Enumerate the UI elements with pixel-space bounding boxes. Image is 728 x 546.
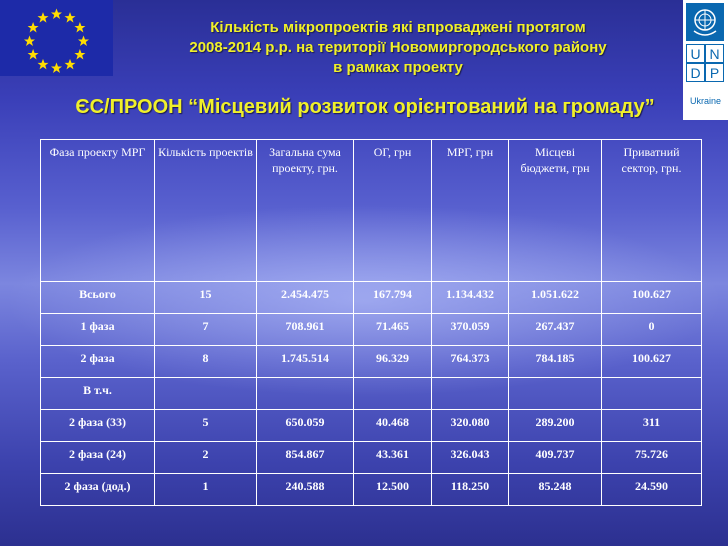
column-header: МРГ, грн [432, 140, 509, 282]
undp-letter: N [705, 44, 724, 63]
undp-letter: U [686, 44, 705, 63]
star [38, 59, 49, 70]
table-cell: Всього [41, 282, 155, 314]
table-cell: В т.ч. [41, 378, 155, 410]
column-header: Місцеві бюджети, грн [509, 140, 602, 282]
table-cell [257, 378, 354, 410]
eu-stars [0, 0, 113, 76]
table-cell: 409.737 [509, 442, 602, 474]
table-row [41, 442, 702, 474]
projects-table [40, 139, 702, 506]
table-cell: 8 [155, 346, 257, 378]
title-line: 2008-2014 р.р. на території Новомиргородського району [189, 39, 607, 56]
table-row [41, 282, 702, 314]
table-cell: 784.185 [509, 346, 602, 378]
column-header: Приватний сектор, грн. [602, 140, 702, 282]
table-cell: 1.051.622 [509, 282, 602, 314]
title-line: в рамках проекту [333, 59, 463, 76]
table-cell: 75.726 [602, 442, 702, 474]
star [28, 49, 39, 60]
undp-country: Ukraine [689, 96, 721, 106]
table-cell: 1 фаза [41, 314, 155, 346]
column-header: Кількість проектів [155, 140, 257, 282]
table-cell [155, 378, 257, 410]
table-cell [432, 378, 509, 410]
title-line: Кількість мікропроектів які впроваджені протягом [210, 19, 586, 36]
table-cell: 0 [602, 314, 702, 346]
table-cell: 1.745.514 [257, 346, 354, 378]
table-cell: 311 [602, 410, 702, 442]
table-row [41, 378, 702, 410]
table-cell [354, 378, 432, 410]
page-title [113, 18, 683, 78]
table-cell: 764.373 [432, 346, 509, 378]
table-cell: 289.200 [509, 410, 602, 442]
table-cell: 1 [155, 474, 257, 506]
table-cell: 2 фаза (дод.) [41, 474, 155, 506]
table-cell: 5 [155, 410, 257, 442]
table-cell [509, 378, 602, 410]
star [28, 22, 39, 33]
star [51, 63, 62, 74]
undp-letter: P [705, 63, 724, 82]
table-cell: 12.500 [354, 474, 432, 506]
table-row [41, 474, 702, 506]
star [24, 36, 35, 47]
column-header: Фаза проекту МРГ [41, 140, 155, 282]
table-cell: 100.627 [602, 346, 702, 378]
star [74, 22, 85, 33]
star [65, 59, 76, 70]
star [74, 49, 85, 60]
table-row [41, 410, 702, 442]
table-cell: 7 [155, 314, 257, 346]
star [51, 9, 62, 20]
table-cell: 854.867 [257, 442, 354, 474]
table-cell: 2 фаза (33) [41, 410, 155, 442]
table-cell [602, 378, 702, 410]
table-cell: 267.437 [509, 314, 602, 346]
table-cell: 650.059 [257, 410, 354, 442]
star [65, 12, 76, 23]
page-subtitle: ЄС/ПРООН “Місцевий розвиток орієнтований на громаду” [75, 96, 655, 118]
table-cell: 24.590 [602, 474, 702, 506]
table-cell: 2.454.475 [257, 282, 354, 314]
table-header-row [41, 140, 702, 282]
table-cell: 85.248 [509, 474, 602, 506]
eu-flag-icon [0, 0, 113, 76]
column-header: Загальна сума проекту, грн. [257, 140, 354, 282]
table-row [41, 314, 702, 346]
table-cell: 15 [155, 282, 257, 314]
table-cell: 167.794 [354, 282, 432, 314]
table-cell: 370.059 [432, 314, 509, 346]
table-cell: 326.043 [432, 442, 509, 474]
un-emblem-icon [686, 3, 724, 41]
table-cell: 2 [155, 442, 257, 474]
table-cell: 2 фаза (24) [41, 442, 155, 474]
table-row [41, 346, 702, 378]
star [38, 12, 49, 23]
star [78, 36, 89, 47]
table-cell: 100.627 [602, 282, 702, 314]
table-cell: 43.361 [354, 442, 432, 474]
undp-letters [686, 44, 724, 82]
table-cell: 240.588 [257, 474, 354, 506]
column-header: ОГ, грн [354, 140, 432, 282]
table-cell: 2 фаза [41, 346, 155, 378]
table-cell: 320.080 [432, 410, 509, 442]
table-cell: 708.961 [257, 314, 354, 346]
table-cell: 1.134.432 [432, 282, 509, 314]
table-cell: 71.465 [354, 314, 432, 346]
table-cell: 118.250 [432, 474, 509, 506]
undp-letter: D [686, 63, 705, 82]
table-cell: 40.468 [354, 410, 432, 442]
table-cell: 96.329 [354, 346, 432, 378]
